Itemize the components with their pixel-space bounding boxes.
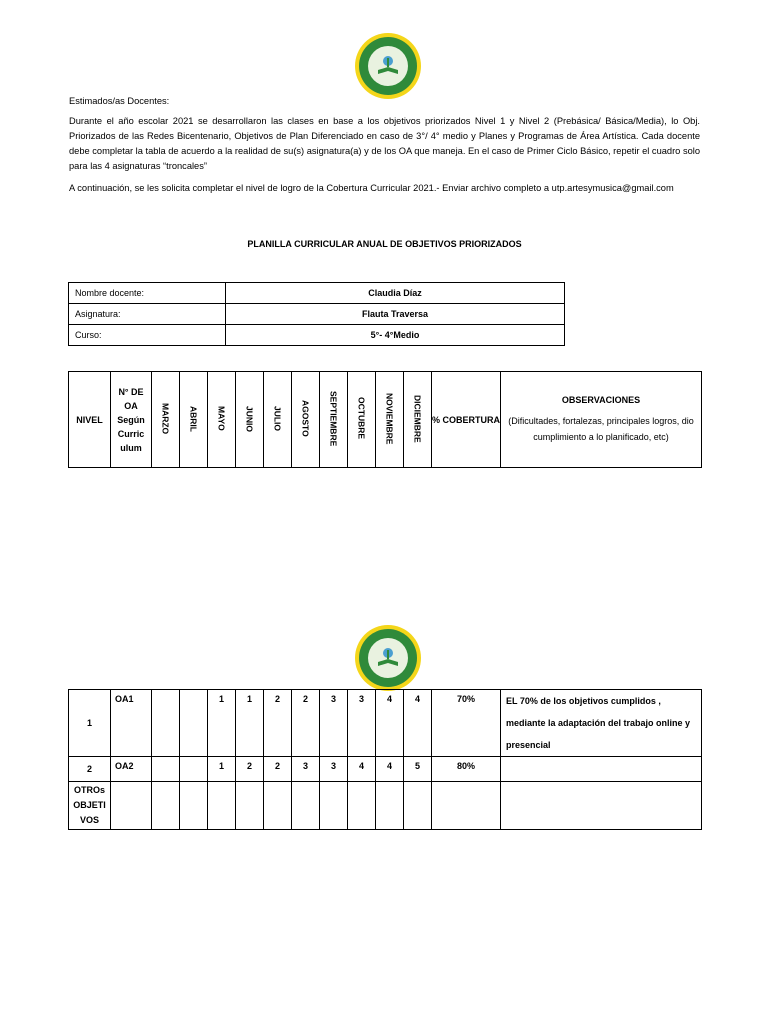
cell-month[interactable]: 2 <box>292 690 320 757</box>
cell-observaciones[interactable] <box>501 782 702 830</box>
cell-month[interactable] <box>152 757 180 782</box>
cell-month[interactable]: 2 <box>264 690 292 757</box>
col-month-julio <box>264 372 292 468</box>
col-nivel: NIVEL <box>69 372 111 468</box>
cell-cobertura[interactable]: 80% <box>432 757 501 782</box>
teacher-info-table <box>68 282 565 346</box>
school-logo-icon <box>355 33 421 99</box>
cell-month[interactable]: 4 <box>348 757 376 782</box>
col-month-mayo <box>208 372 236 468</box>
asignatura-row <box>69 304 565 325</box>
col-month-marzo <box>152 372 180 468</box>
cell-month[interactable] <box>404 782 432 830</box>
col-month-junio <box>236 372 264 468</box>
table-row <box>69 690 702 757</box>
book-icon <box>374 52 402 80</box>
cell-observaciones[interactable]: EL 70% de los objetivos cumplidos , mediante la adaptación del trabajo online y presencial <box>501 690 702 757</box>
observaciones-subtitle: (Dificultades, fortalezas, principales logros, dio cumplimiento a lo planificado, etc) <box>508 415 694 442</box>
intro-paragraph: Durante el año escolar 2021 se desarrollaron las clases en base a los objetivos priorizados Nivel 1 y Nivel 2 (Prebásica/ Básica/Media), lo Obj. Priorizados de las Redes Bicentenario, Objetivos de Plan Diferenciado en caso de 3°/ 4° medio y Planes y Programas de Área Artística. Cada docente debe completar la tabla de acuerdo a la realidad de su(s) asignatura(a) y de los OA que maneja. En el caso de Primer Ciclo Básico, repetir el cuadro solo para las 4 asignaturas “troncales” <box>69 116 700 171</box>
cell-month[interactable]: 3 <box>320 690 348 757</box>
cell-month[interactable] <box>376 782 404 830</box>
curso-label: Curso: <box>69 325 226 346</box>
greeting: Estimados/as Docentes: <box>69 96 170 106</box>
cell-month[interactable] <box>152 690 180 757</box>
cell-nivel[interactable]: 2 <box>69 757 111 782</box>
cell-month[interactable]: 4 <box>376 690 404 757</box>
col-oa: N° DE OA Según Curric ulum <box>111 372 152 468</box>
cell-month[interactable]: 2 <box>236 757 264 782</box>
docente-row <box>69 283 565 304</box>
col-month-abril <box>180 372 208 468</box>
logo-ring <box>359 629 417 687</box>
objectives-header-table <box>68 371 702 468</box>
cell-month[interactable]: 3 <box>348 690 376 757</box>
month-label: JULIO <box>272 405 283 432</box>
curso-row <box>69 325 565 346</box>
col-month-noviembre <box>376 372 404 468</box>
school-logo-icon <box>355 625 421 691</box>
cell-month[interactable] <box>180 782 208 830</box>
cell-month[interactable]: 1 <box>236 690 264 757</box>
month-label: MAYO <box>216 406 227 431</box>
cell-month[interactable]: 1 <box>208 757 236 782</box>
cell-month[interactable] <box>180 690 208 757</box>
objectives-data-table <box>68 689 702 830</box>
cell-month[interactable]: 3 <box>292 757 320 782</box>
logo-emblem <box>368 638 408 678</box>
month-label: OCTUBRE <box>356 397 367 440</box>
cell-month[interactable]: 4 <box>376 757 404 782</box>
col-month-diciembre <box>404 372 432 468</box>
month-label: SEPTIEMBRE <box>328 390 339 447</box>
month-label: JUNIO <box>244 405 255 432</box>
month-label: MARZO <box>160 402 171 435</box>
cell-month[interactable] <box>292 782 320 830</box>
month-label: DICIEMBRE <box>412 394 423 443</box>
logo-ring <box>359 37 417 95</box>
observaciones-title: OBSERVACIONES <box>561 394 641 405</box>
month-label: AGOSTO <box>300 400 311 437</box>
cell-month[interactable] <box>236 782 264 830</box>
cell-month[interactable]: 5 <box>404 757 432 782</box>
cell-month[interactable]: 4 <box>404 690 432 757</box>
col-month-agosto <box>292 372 320 468</box>
cell-oa[interactable] <box>111 782 152 830</box>
col-month-septiembre <box>320 372 348 468</box>
col-month-octubre <box>348 372 376 468</box>
cell-nivel[interactable]: OTROs OBJETI VOS <box>69 782 111 830</box>
cell-cobertura[interactable] <box>432 782 501 830</box>
cell-oa[interactable]: OA2 <box>111 757 152 782</box>
cell-month[interactable]: 2 <box>264 757 292 782</box>
cell-month[interactable] <box>208 782 236 830</box>
cell-cobertura[interactable]: 70% <box>432 690 501 757</box>
header-row <box>69 372 702 468</box>
cell-month[interactable] <box>180 757 208 782</box>
book-icon <box>374 644 402 672</box>
cell-month[interactable]: 1 <box>208 690 236 757</box>
asignatura-value[interactable]: Flauta Traversa <box>226 304 565 325</box>
col-cobertura: % COBERTURA <box>432 372 501 468</box>
cell-month[interactable] <box>348 782 376 830</box>
cell-nivel[interactable]: 1 <box>69 690 111 757</box>
asignatura-label: Asignatura: <box>69 304 226 325</box>
col-observaciones <box>501 372 702 468</box>
cell-observaciones[interactable] <box>501 757 702 782</box>
cell-month[interactable] <box>264 782 292 830</box>
table-row <box>69 757 702 782</box>
curso-value[interactable]: 5°- 4°Medio <box>226 325 565 346</box>
cell-oa[interactable]: OA1 <box>111 690 152 757</box>
table-row <box>69 782 702 830</box>
month-label: ABRIL <box>188 405 199 432</box>
cell-month[interactable] <box>320 782 348 830</box>
instruction-paragraph: A continuación, se les solicita completar el nivel de logro de la Cobertura Curricular 2021.- Enviar archivo completo a utp.artesymusica@gmail.com <box>69 183 674 193</box>
logo-emblem <box>368 46 408 86</box>
docente-label: Nombre docente: <box>69 283 226 304</box>
cell-month[interactable] <box>152 782 180 830</box>
page-title: PLANILLA CURRICULAR ANUAL DE OBJETIVOS PRIORIZADOS <box>247 239 522 249</box>
cell-month[interactable]: 3 <box>320 757 348 782</box>
docente-value[interactable]: Claudia Díaz <box>226 283 565 304</box>
month-label: NOVIEMBRE <box>384 392 395 445</box>
